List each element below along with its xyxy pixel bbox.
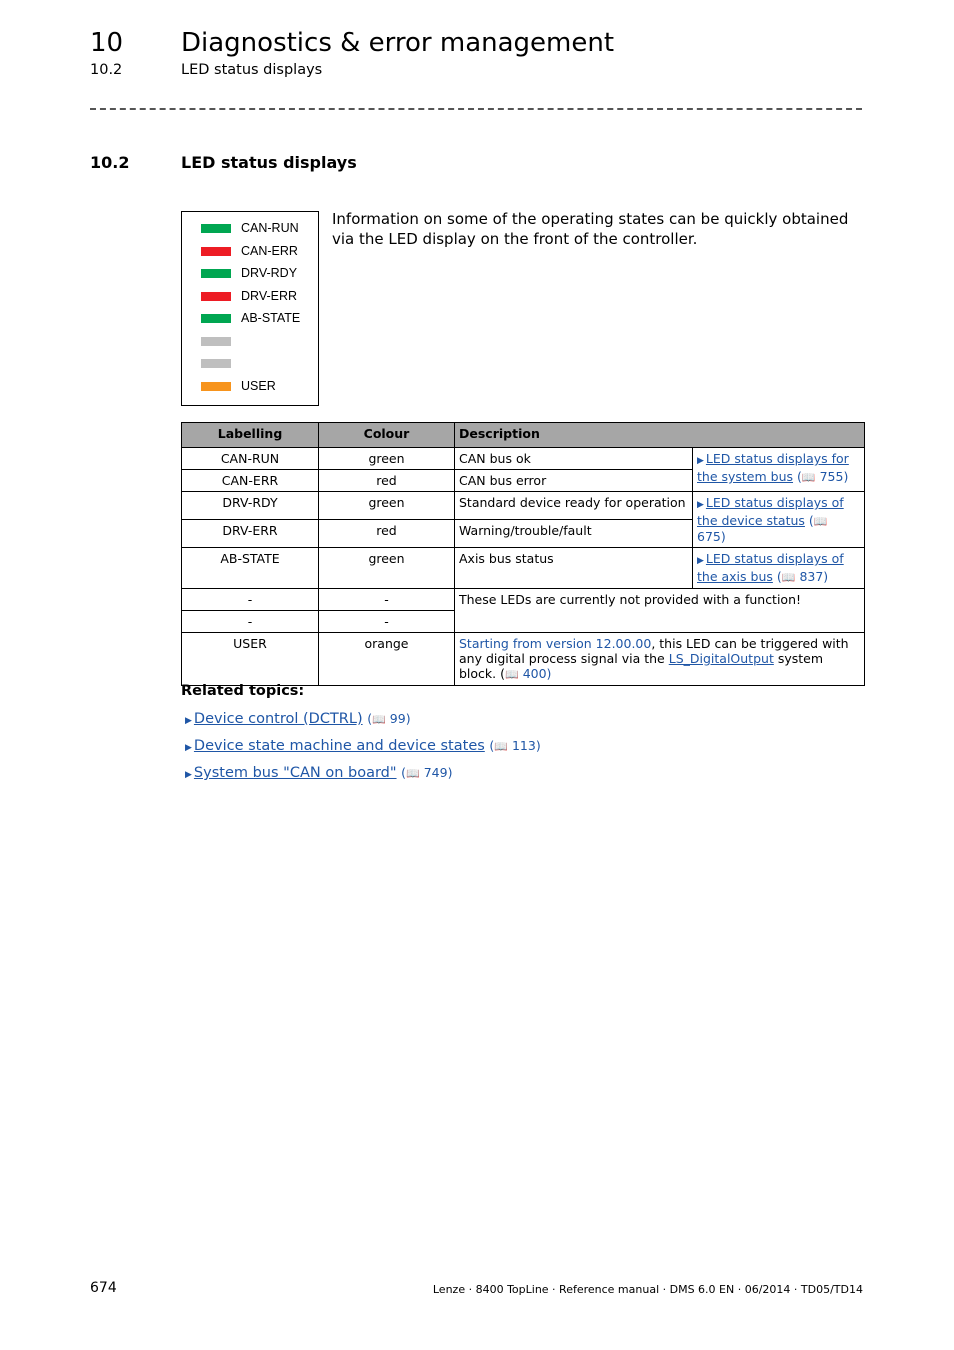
led-label: AB-STATE bbox=[241, 311, 301, 325]
led-label: DRV-ERR bbox=[241, 289, 298, 303]
related-topics-heading: Related topics: bbox=[181, 683, 305, 699]
link-device-state-machine[interactable]: Device state machine and device states bbox=[193, 738, 485, 754]
led-drv-err bbox=[201, 292, 231, 301]
page-ref[interactable]: 675 bbox=[697, 529, 721, 544]
cell-colour: red bbox=[319, 520, 455, 548]
page-ref[interactable]: 113 bbox=[511, 738, 536, 753]
cell-description: These LEDs are currently not provided with a function! bbox=[455, 589, 865, 633]
column-header: Description bbox=[455, 423, 865, 448]
user-desc-text: , this LED can be triggered with any digital process signal via the bbox=[459, 636, 849, 666]
cell-reference: ▶ LED status displays for the system bus (📖 755) bbox=[693, 448, 865, 492]
related-item: ▶ System bus "CAN on board" (📖 749) bbox=[185, 765, 453, 781]
cell-colour: green bbox=[319, 492, 455, 520]
table-row bbox=[182, 492, 865, 520]
link-device-control[interactable]: Device control (DCTRL) bbox=[193, 711, 363, 727]
page-ref[interactable]: 755 bbox=[819, 469, 844, 484]
link-system-bus-leds[interactable]: LED status displays for the system bus bbox=[697, 451, 849, 484]
cell-description: CAN bus ok bbox=[455, 448, 693, 470]
column-header: Colour bbox=[319, 423, 455, 448]
table-row bbox=[182, 548, 865, 589]
cell-label: AB-STATE bbox=[182, 548, 319, 589]
cell-description: CAN bus error bbox=[455, 470, 693, 492]
intro-paragraph: Information on some of the operating states can be quickly obtained via the LED display on the front of the controller. bbox=[332, 210, 849, 248]
cell-description: Warning/trouble/fault bbox=[455, 520, 693, 548]
book-icon: 📖 bbox=[813, 515, 828, 528]
link-device-status-leds[interactable]: LED status displays of the device status bbox=[697, 495, 844, 528]
cell-colour: - bbox=[319, 589, 455, 611]
led-drv-rdy bbox=[201, 269, 231, 278]
led-can-err bbox=[201, 247, 231, 256]
arrow-right-icon: ▶ bbox=[697, 456, 704, 466]
table-row bbox=[182, 589, 865, 611]
table-row bbox=[182, 633, 865, 686]
version-link[interactable]: Starting from version 12.00.00 bbox=[459, 636, 652, 651]
header-section-title: LED status displays bbox=[181, 62, 323, 78]
led-unused-2 bbox=[201, 359, 231, 368]
page-number: 674 bbox=[90, 1280, 117, 1296]
led-ab-state bbox=[201, 314, 231, 323]
led-user bbox=[201, 382, 231, 391]
cell-label: CAN-RUN bbox=[182, 448, 319, 470]
footer-text: Lenze · 8400 TopLine · Reference manual · DMS 6.0 EN · 06/2014 · TD05/TD14 bbox=[432, 1283, 863, 1296]
book-icon: 📖 bbox=[505, 668, 519, 681]
table-row bbox=[182, 448, 865, 470]
related-item: ▶ Device state machine and device states (📖 113) bbox=[185, 738, 541, 754]
header-divider bbox=[90, 108, 862, 110]
led-unused-1 bbox=[201, 337, 231, 346]
chapter-title: Diagnostics & error management bbox=[181, 28, 615, 58]
cell-colour: orange bbox=[319, 633, 455, 686]
cell-reference: ▶ LED status displays of the axis bus (📖 837) bbox=[693, 548, 865, 589]
page-ref[interactable]: 837 bbox=[799, 569, 824, 584]
led-status-table bbox=[181, 422, 865, 686]
cell-label: - bbox=[182, 589, 319, 611]
led-label: USER bbox=[241, 379, 276, 393]
cell-label: CAN-ERR bbox=[182, 470, 319, 492]
cell-colour: green bbox=[319, 548, 455, 589]
cell-label: - bbox=[182, 611, 319, 633]
cell-colour: red bbox=[319, 470, 455, 492]
cell-description: Standard device ready for operation bbox=[455, 492, 693, 520]
page-ref[interactable]: 99 bbox=[389, 711, 406, 726]
arrow-right-icon: ▶ bbox=[185, 743, 192, 753]
link-axis-bus-leds[interactable]: LED status displays of the axis bus bbox=[697, 551, 844, 584]
cell-label: USER bbox=[182, 633, 319, 686]
link-ls-digitaloutput[interactable]: LS_DigitalOutput bbox=[668, 651, 774, 666]
section-number: 10.2 bbox=[90, 153, 130, 172]
cell-label: DRV-ERR bbox=[182, 520, 319, 548]
book-icon: 📖 bbox=[494, 740, 508, 753]
arrow-right-icon: ▶ bbox=[697, 556, 704, 566]
section-title: LED status displays bbox=[181, 153, 357, 172]
page-ref[interactable]: 400 bbox=[522, 666, 547, 681]
related-item: ▶ Device control (DCTRL) (📖 99) bbox=[185, 711, 411, 727]
column-header: Labelling bbox=[182, 423, 319, 448]
chapter-number: 10 bbox=[90, 28, 124, 58]
user-desc-text: system block. ( bbox=[459, 651, 824, 681]
page-ref[interactable]: 749 bbox=[423, 765, 448, 780]
book-icon: 📖 bbox=[801, 471, 816, 484]
cell-reference: ▶ LED status displays of the device status (📖 675) bbox=[693, 492, 865, 548]
arrow-right-icon: ▶ bbox=[185, 770, 192, 780]
book-icon: 📖 bbox=[372, 713, 386, 726]
link-system-bus-can[interactable]: System bus "CAN on board" bbox=[193, 765, 397, 781]
cell-colour: - bbox=[319, 611, 455, 633]
header-section-number: 10.2 bbox=[90, 62, 123, 78]
led-can-run bbox=[201, 224, 231, 233]
arrow-right-icon: ▶ bbox=[697, 500, 704, 510]
book-icon: 📖 bbox=[406, 767, 420, 780]
led-panel bbox=[181, 211, 319, 406]
cell-description: Axis bus status bbox=[455, 548, 693, 589]
led-label: CAN-ERR bbox=[241, 244, 298, 258]
cell-label: DRV-RDY bbox=[182, 492, 319, 520]
close-paren: ) bbox=[546, 666, 552, 681]
led-label: CAN-RUN bbox=[241, 221, 299, 235]
table-header-row bbox=[182, 423, 865, 448]
cell-colour: green bbox=[319, 448, 455, 470]
arrow-right-icon: ▶ bbox=[185, 716, 192, 726]
led-label: DRV-RDY bbox=[241, 266, 298, 280]
cell-description bbox=[455, 633, 865, 686]
book-icon: 📖 bbox=[781, 571, 796, 584]
